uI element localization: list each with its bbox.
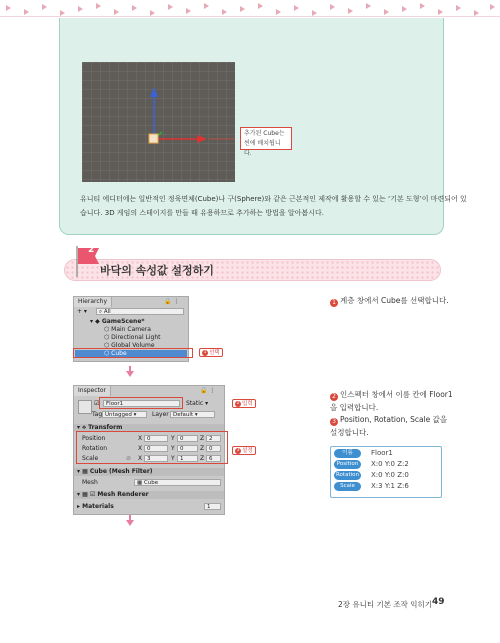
callout-box bbox=[240, 127, 292, 157]
step-number: 1 bbox=[330, 299, 338, 307]
static-label: Static bbox=[186, 400, 204, 407]
step-text: 설정합니다. bbox=[330, 428, 369, 437]
hierarchy-tab[interactable]: Hierarchy bbox=[74, 297, 112, 307]
step-text: 인스펙터 창에서 이름 칸에 Floor1 bbox=[340, 390, 453, 399]
rotation-y-field[interactable]: 0 bbox=[177, 445, 198, 452]
section-number: 2 bbox=[88, 245, 95, 255]
scale-y-axis: Y bbox=[171, 455, 175, 462]
materials-count[interactable]: 1 bbox=[204, 503, 221, 510]
mesh-renderer-header[interactable]: ▾ ▦ ☑ Mesh Renderer bbox=[74, 491, 224, 499]
scale-x-field[interactable]: 3 bbox=[144, 455, 168, 462]
mesh-field[interactable]: ▦ Cube bbox=[134, 479, 221, 486]
layer-dropdown[interactable]: Default ▾ bbox=[170, 411, 215, 418]
position-y-field[interactable]: 0 bbox=[177, 435, 198, 442]
transform-label: Transform bbox=[88, 424, 123, 431]
item-label: Directional Light bbox=[111, 334, 161, 341]
input-tag bbox=[232, 399, 256, 408]
mesh-label: Mesh bbox=[82, 479, 98, 486]
tag-number: 2 bbox=[236, 401, 240, 406]
tag-number: 1 bbox=[203, 350, 207, 355]
add-button[interactable]: + ▾ bbox=[77, 308, 87, 315]
mesh-filter-header[interactable]: ▾ ▦ Cube (Mesh Filter) bbox=[74, 468, 224, 476]
rotation-label: Rotation bbox=[82, 445, 108, 452]
rotation-z-axis: Z bbox=[200, 445, 205, 452]
rotation-x-axis: X bbox=[138, 445, 143, 452]
footer-chapter: 2장 유니티 기본 조작 익히기 bbox=[338, 600, 433, 609]
materials-label[interactable]: ▸ Materials bbox=[77, 503, 114, 510]
summary-position-pill: Position bbox=[334, 460, 361, 469]
scale-label: Scale bbox=[82, 455, 99, 462]
position-x-axis: X bbox=[138, 435, 143, 442]
item-label: Global Volume bbox=[111, 342, 155, 349]
hierarchy-item-cube[interactable]: ⬡ Cube bbox=[75, 350, 187, 358]
cube-highlight bbox=[73, 348, 193, 358]
materials-text: Materials bbox=[82, 503, 114, 510]
callout-line-1: 추가된 Cube는 bbox=[244, 130, 285, 137]
section-title: 바닥의 속성값 설정하기 bbox=[100, 264, 214, 277]
summary-position-value: X:0 Y:0 Z:2 bbox=[371, 460, 409, 468]
tag-label: 선택 bbox=[209, 350, 220, 356]
rotation-z-field[interactable]: 0 bbox=[206, 445, 221, 452]
tip-text-line-2: 습니다. 3D 게임의 스테이지를 만들 때 유용하므로 추가하는 방법을 알아봅시다. bbox=[80, 209, 324, 217]
summary-rotation-value: X:0 Y:0 Z:0 bbox=[371, 471, 409, 479]
set-tag bbox=[232, 446, 256, 455]
name-input[interactable]: Floor1 bbox=[103, 400, 180, 407]
position-z-axis: Z bbox=[200, 435, 205, 442]
select-tag bbox=[199, 348, 223, 357]
step-text: Position, Rotation, Scale 값을 bbox=[340, 415, 448, 424]
position-y-axis: Y bbox=[171, 435, 175, 442]
callout-line-2: 씬에 배치됩니다. bbox=[244, 140, 281, 157]
scale-z-axis: Z bbox=[200, 455, 205, 462]
scene-viewport bbox=[82, 62, 235, 182]
summary-rotation-pill: Rotation bbox=[335, 472, 359, 478]
flag-icon bbox=[72, 244, 100, 278]
step-text: 계층 창에서 Cube를 선택합니다. bbox=[340, 296, 449, 305]
summary-box bbox=[330, 446, 442, 498]
transform-highlight bbox=[76, 431, 228, 464]
tag-label: 입력 bbox=[242, 401, 253, 407]
active-checkbox[interactable]: ☑ bbox=[94, 400, 100, 407]
move-gizmo-icon bbox=[82, 62, 235, 182]
step-2 bbox=[330, 388, 490, 414]
tag-value: Untagged bbox=[105, 412, 132, 418]
step-number: 2 bbox=[330, 393, 338, 401]
static-toggle[interactable]: Static ▾ bbox=[186, 400, 209, 407]
tag-label: 설정 bbox=[242, 448, 253, 454]
step-number: 3 bbox=[330, 418, 338, 426]
rotation-x-field[interactable]: 0 bbox=[144, 445, 168, 452]
down-arrow-icon bbox=[126, 520, 134, 526]
link-icon[interactable]: ⊘ bbox=[126, 455, 132, 462]
position-z-field[interactable]: 2 bbox=[206, 435, 221, 442]
step-1 bbox=[330, 294, 490, 307]
down-arrow-icon bbox=[126, 371, 134, 377]
top-pattern bbox=[0, 0, 500, 20]
mesh-renderer-label: Mesh Renderer bbox=[97, 491, 149, 498]
scale-z-field[interactable]: 6 bbox=[206, 455, 221, 462]
tag-dropdown[interactable]: Untagged ▾ bbox=[102, 411, 147, 418]
item-label: Main Camera bbox=[111, 326, 151, 333]
mesh-value: Cube bbox=[143, 480, 159, 486]
page-number: 49 bbox=[432, 597, 445, 607]
position-label: Position bbox=[82, 435, 106, 442]
hierarchy-search-input[interactable]: ⌕ All bbox=[96, 308, 184, 315]
step-3 bbox=[330, 413, 490, 439]
inspector-tab[interactable]: Inspector bbox=[74, 386, 111, 396]
position-x-field[interactable]: 0 bbox=[144, 435, 168, 442]
hierarchy-item-global-volume[interactable]: ⬡ Global Volume bbox=[104, 342, 155, 349]
search-placeholder: All bbox=[103, 309, 111, 315]
hierarchy-item-main-camera[interactable]: ⬡ Main Camera bbox=[104, 326, 151, 333]
scale-y-field[interactable]: 1 bbox=[177, 455, 198, 462]
rotation-y-axis: Y bbox=[171, 445, 175, 452]
item-label: Cube bbox=[111, 350, 127, 357]
tip-text-line-1: 유니티 에디터에는 일반적인 정육면체(Cube)나 구(Sphere)와 같은 근본적인 제작에 활용할 수 있는 ‘기본 도형’이 마련되어 있 bbox=[80, 195, 467, 203]
cube-object-icon bbox=[78, 400, 92, 414]
lock-icon[interactable]: 🔒 ⋮ bbox=[200, 387, 216, 394]
tag-number: 3 bbox=[236, 448, 240, 453]
scene-item[interactable]: ▾ ◆ GameScene* bbox=[90, 318, 145, 325]
scene-label: GameScene* bbox=[101, 318, 145, 325]
transform-header[interactable]: ▾ ⟡ Transform bbox=[74, 424, 224, 432]
summary-name-value: Floor1 bbox=[371, 449, 393, 457]
layer-label: Layer bbox=[152, 411, 169, 418]
summary-scale-value: X:3 Y:1 Z:6 bbox=[371, 482, 409, 490]
mesh-filter-label: Cube (Mesh Filter) bbox=[89, 468, 153, 475]
layer-value: Default bbox=[173, 412, 194, 418]
tag-label: Tag bbox=[92, 411, 103, 418]
summary-scale-pill: Scale bbox=[334, 482, 361, 491]
scale-x-axis: X bbox=[138, 455, 143, 462]
lock-icon[interactable]: 🔒 ⋮ bbox=[164, 298, 180, 305]
step-text: 을 입력합니다. bbox=[330, 403, 379, 412]
hierarchy-item-directional-light[interactable]: ⬡ Directional Light bbox=[104, 334, 161, 341]
name-highlight bbox=[99, 397, 183, 409]
summary-name-pill: 이름 bbox=[334, 449, 361, 458]
